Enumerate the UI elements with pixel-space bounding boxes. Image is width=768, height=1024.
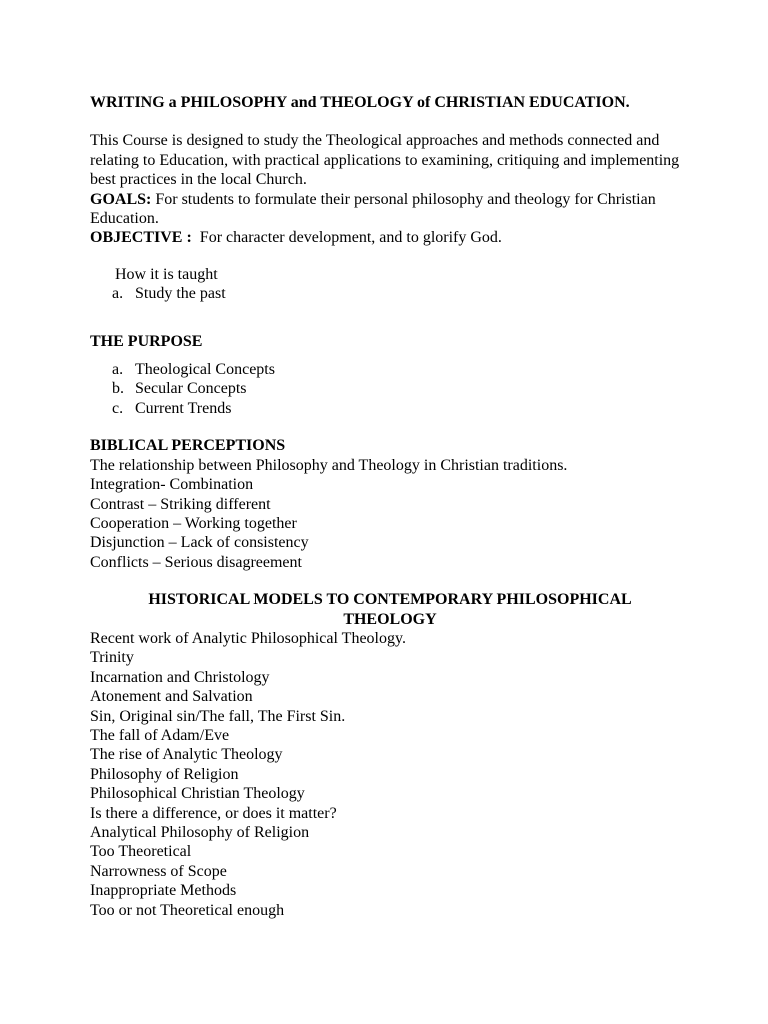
list-item [90,399,690,418]
list-item [90,379,690,398]
biblical-line: Conflicts – Serious disagreement [90,553,302,571]
taught-list [90,284,690,303]
list-marker: a. [112,361,124,379]
historical-line: Sin, Original sin/The fall, The First Sin. [90,707,346,725]
list-item-text: Secular Concepts [135,380,247,398]
historical-line: The rise of Analytic Theology [90,746,283,764]
list-marker: b. [112,380,124,398]
objective-text: For character development, and to glorify God. [191,229,502,247]
goals-paragraph [90,190,690,229]
biblical-line: Disjunction – Lack of consistency [90,534,309,552]
spacer [90,304,690,332]
list-marker: a. [112,285,124,303]
goals-label: GOALS: [90,190,152,208]
objective-label: OBJECTIVE : [90,229,192,247]
spacer [90,248,690,265]
spacer [90,351,690,360]
biblical-line: The relationship between Philosophy and Theology in Christian traditions. [90,456,568,474]
document-title: WRITING a PHILOSOPHY and THEOLOGY of CHRISTIAN EDUCATION. [90,94,630,111]
historical-line: Is there a difference, or does it matter? [90,804,337,822]
intro-paragraph: This Course is designed to study the Theological approaches and methods connected and relating to Education, with practical applications to examining, critiquing and implementing best practices in the local Church. [90,132,680,189]
historical-line: Inappropriate Methods [90,882,237,900]
historical-line: Too or not Theoretical enough [90,901,285,919]
historical-line: Atonement and Salvation [90,688,253,706]
objective-paragraph [90,228,690,247]
taught-lead: How it is taught [115,265,218,283]
spacer [90,112,690,131]
list-item-text: Current Trends [135,399,232,417]
historical-line: Incarnation and Christology [90,668,270,686]
document-page [90,93,690,920]
historical-line: Philosophical Christian Theology [90,785,305,803]
biblical-line: Integration- Combination [90,476,254,494]
historical-line: The fall of Adam/Eve [90,726,230,744]
list-item [90,284,690,303]
spacer [90,572,690,590]
historical-line: Trinity [90,649,134,667]
list-item-text: Study the past [135,285,226,303]
list-marker: c. [112,399,124,417]
purpose-heading: THE PURPOSE [90,332,203,350]
historical-line: Recent work of Analytic Philosophical Theology. [90,629,406,647]
spacer [90,418,690,436]
historical-line: Philosophy of Religion [90,765,239,783]
biblical-line: Contrast – Striking different [90,495,271,513]
historical-line: Too Theoretical [90,843,192,861]
goals-text: For students to formulate their personal philosophy and theology for Christian Education. [90,190,656,228]
list-item [90,360,690,379]
historical-heading: HISTORICAL MODELS TO CONTEMPORARY PHILOSOPHICAL THEOLOGY [148,591,632,628]
list-item-text: Theological Concepts [135,361,275,379]
biblical-heading: BIBLICAL PERCEPTIONS [90,437,286,455]
purpose-list [90,360,690,418]
biblical-line: Cooperation – Working together [90,514,297,532]
historical-line: Analytical Philosophy of Religion [90,824,310,841]
historical-line: Narrowness of Scope [90,862,227,880]
